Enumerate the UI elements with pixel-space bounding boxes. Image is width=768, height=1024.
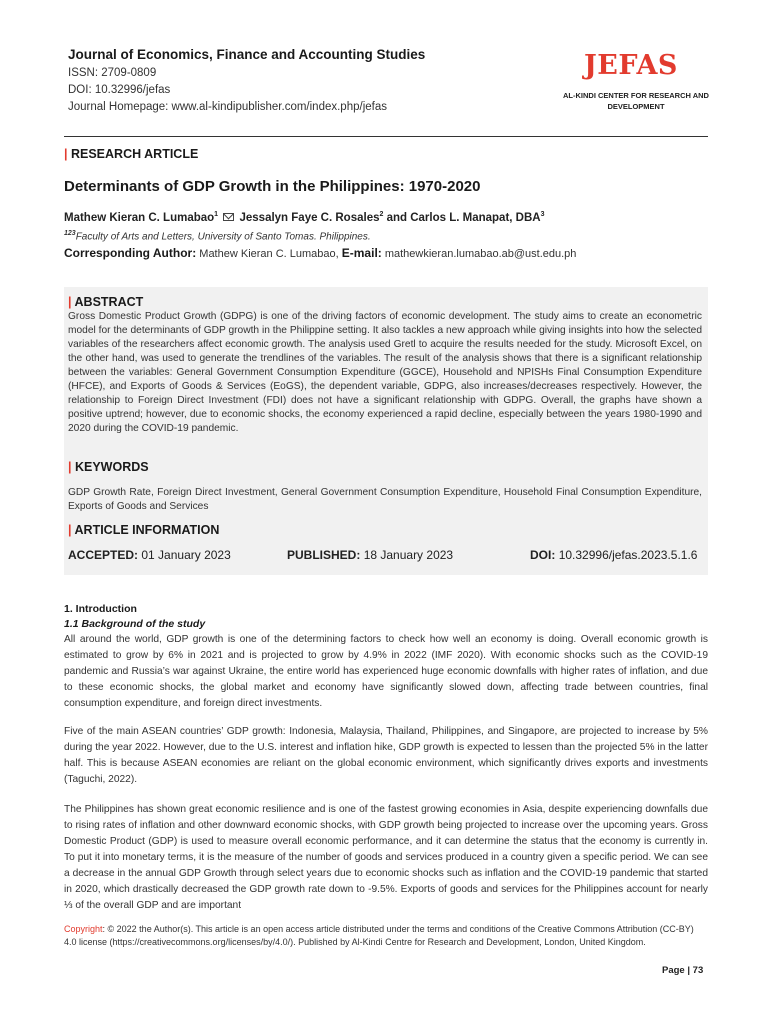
keywords-text: GDP Growth Rate, Foreign Direct Investment, General Government Consumption Expenditure, Household Final Consumption Expenditure, Exports of Goods and Services — [68, 487, 702, 512]
article-type — [64, 147, 198, 161]
accepted-date — [68, 548, 231, 562]
article-doi — [530, 548, 697, 562]
body-paragraph: The Philippines has shown great economic resilience and is one of the fastest growing economies in Asia, despite experiencing downfalls due to rising rates of inflation and other downward economic shocks, with GDP growth being projected to increase over the upcoming years. Gross Domestic Product (GDP) is used to measure overall economic performance, and it can determine the status that the economy is currently in. To put it into monetary terms, it is the measure of the number of goods and services produced in a country given a specific period. We can see a decrease in the annual GDP Growth through select years due to economic shocks such as inflation and the COVID-19 pandemic that started in 2020, which drastically decreased the GDP growth rate down to -9.5%. Exports of goods and services for the Philippines account for nearly ⅓ of the overall GDP and are important — [64, 804, 708, 911]
doi-label: DOI: — [530, 548, 556, 562]
corr-name: Mathew Kieran C. Lumabao, — [199, 248, 339, 260]
subsection-heading: 1.1 Background of the study — [64, 618, 206, 630]
abstract-text: Gross Domestic Product Growth (GDPG) is one of the driving factors of economic development. The study aims to create an econometric model for the determinants of GDP growth in the Philippine setting. It also tackles a new approach while giving insights into how the selected variables of the researchers affect economic growth. The analysis used Gretl to acquire the results needed for the study. Microsoft Excel, on the other hand, was used to generate the trendlines of the variables. The result of the analysis shows that there is a significant relationship between the variables: General Government Consumption Expenditure (GGCE), Household and NPISHs Final Consumption Expenditure (HFCE), and Exports of Goods & Services (EoGS), the dependent variable, GDPG, also increases/decreases respectively. However, the relationship to Foreign Direct Investment (FDI) does not have a significant relationship with GDPG. Overall, the graphs have shown a positive uptrend; however, due to economic shocks, the economy experienced a rapid decline, especially between the years 1980-1990 and 2020 during the COVID-19 pandemic. — [68, 311, 702, 434]
doi-value[interactable]: 10.32996/jefas.2023.5.1.6 — [558, 548, 698, 562]
mail-icon[interactable] — [223, 213, 234, 221]
article-type-label: RESEARCH ARTICLE — [70, 147, 199, 161]
article-info-heading-label: ARTICLE INFORMATION — [74, 523, 220, 537]
corr-email[interactable]: mathewkieran.lumabao.ab@ust.edu.ph — [384, 248, 577, 260]
publisher-name: AL-KINDI CENTER FOR RESEARCH AND DEVELOPMENT — [563, 91, 709, 111]
keywords-heading-label: KEYWORDS — [74, 460, 149, 474]
accepted-value: 01 January 2023 — [141, 548, 231, 562]
header-rule — [64, 136, 708, 137]
section-bar: | — [68, 460, 72, 474]
published-value: 18 January 2023 — [363, 548, 454, 562]
affiliation-sup: 123 — [64, 230, 76, 237]
page-label: Page | — [662, 965, 691, 976]
author-name: Mathew Kieran C. Lumabao — [64, 211, 215, 224]
page-number-value: 73 — [692, 965, 704, 976]
author-sup: 3 — [540, 211, 545, 218]
affiliation — [64, 230, 371, 242]
affiliation-text: Faculty of Arts and Letters, University of Santo Tomas. Philippines. — [75, 231, 371, 243]
email-label: E-mail — [341, 246, 378, 260]
author-sup: 1 — [214, 211, 219, 218]
journal-homepage[interactable]: Journal Homepage: www.al-kindipublisher.com/index.php/jefas — [68, 101, 387, 113]
section-bar: | — [68, 523, 72, 537]
section-heading: 1. Introduction — [64, 603, 137, 615]
journal-doi: DOI: 10.32996/jefas — [68, 84, 171, 96]
article-title: Determinants of GDP Growth in the Philippines: 1970-2020 — [64, 178, 481, 195]
accepted-label: ACCEPTED: — [68, 548, 139, 562]
copyright-text: : © 2022 the Author(s). This article is an open access article distributed under the terms and conditions of the Creative Commons Attribution (CC-BY) 4.0 license (https://creativecommons.org/licenses/by/4.0/). Published by Al-Kindi Centre for Research and Development, London, United Kingdom. — [64, 924, 694, 947]
copyright-label: Copyright — [64, 924, 103, 934]
corresponding-author: Corresponding Author: Mathew Kieran C. Lumabao, E-mail: mathewkieran.lumabao.ab@ust.edu.ph — [64, 246, 577, 260]
abstract-heading — [68, 295, 143, 309]
author-sup: 2 — [379, 211, 384, 218]
corr-label: Corresponding Author: — [64, 246, 197, 260]
journal-name: Journal of Economics, Finance and Accounting Studies — [68, 47, 426, 62]
body-paragraph: Five of the main ASEAN countries’ GDP growth: Indonesia, Malaysia, Thailand, Philippines, and Singapore, are projected to increase by 5% during the year 2022. However, due to the U.S. interest and inflation hike, GDP growth is expected to lessen than the projected 5% in the latter half. This is because ASEAN economies are reliant on the global economic environment, which significantly drives exports and investments (Taguchi, 2022). — [64, 726, 708, 785]
article-info-heading — [68, 523, 219, 537]
journal-issn: ISSN: 2709-0809 — [68, 67, 157, 79]
author-name: Jessalyn Faye C. Rosales — [239, 211, 380, 224]
jefas-logo: JEFAS — [584, 50, 678, 81]
section-bar: | — [64, 147, 68, 161]
author-name: and Carlos L. Manapat, DBA — [383, 211, 541, 224]
body-paragraph: All around the world, GDP growth is one of the determining factors to check how well an economy is doing. Overall economic growth is estimated to grow by 6% in 2021 and is projected to grow by 4.9% in 2022 (IMF 2020). With economic shocks such as the COVID-19 pandemic and Russia’s war against Ukraine, the entire world has experienced huge economic downfalls with higher rates of inflation, and due to these economic shocks, the global market and economy have significantly slowed down, affecting trade between countries, final consumption expenditure, and foreign direct investments. — [64, 634, 708, 709]
page-number — [662, 965, 703, 976]
published-label: PUBLISHED: — [287, 548, 361, 562]
abstract-heading-label: ABSTRACT — [74, 295, 144, 309]
section-bar: | — [68, 295, 72, 309]
copyright-notice — [64, 923, 708, 949]
published-date — [287, 548, 453, 562]
keywords-heading — [68, 460, 149, 474]
author-list — [64, 211, 544, 224]
